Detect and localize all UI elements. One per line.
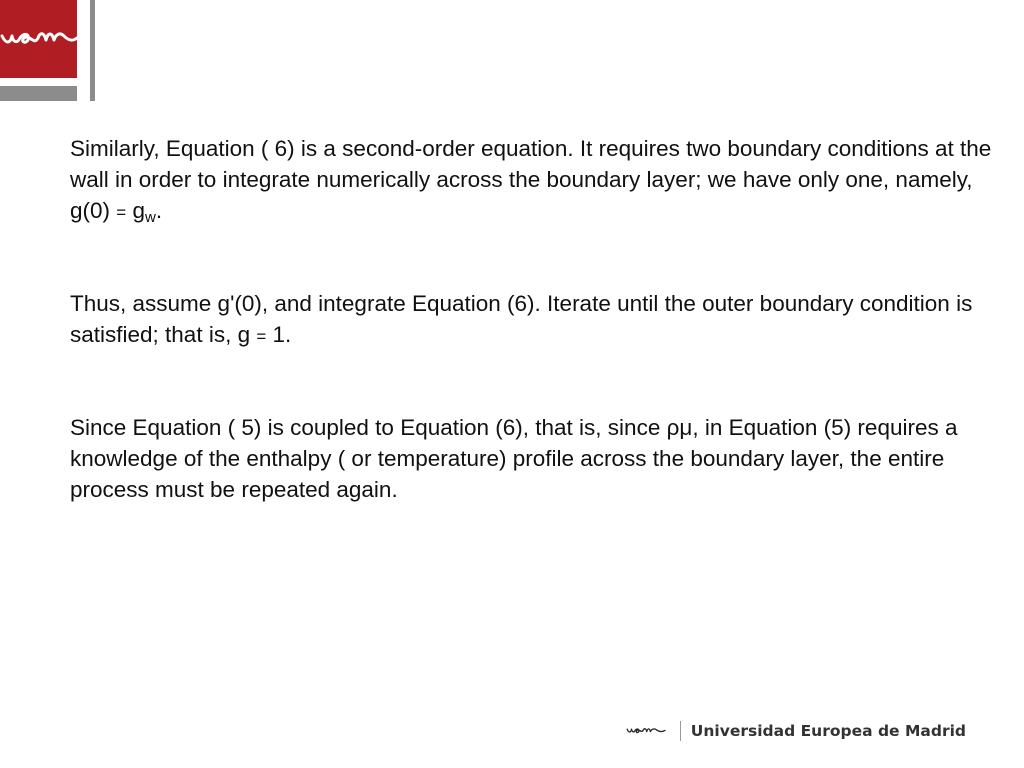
paragraph-3-text: Since Equation ( 5) is coupled to Equation (6), that is, since ρμ, in Equation (5) requires a knowledge of the enthalpy ( or temperature) profile across the boundary layer, the entire process must be repeated again. bbox=[70, 415, 958, 502]
header-logo bbox=[0, 0, 77, 78]
equals-sign: = bbox=[256, 327, 267, 346]
equals-sign: = bbox=[116, 203, 127, 222]
footer bbox=[626, 716, 966, 746]
paragraph-1-end: . bbox=[155, 198, 163, 223]
paragraph-2-end: 1. bbox=[266, 322, 292, 347]
subscript-w: w bbox=[144, 209, 156, 226]
footer-divider bbox=[680, 721, 681, 741]
header-divider bbox=[90, 0, 95, 101]
paragraph-2-text: Thus, assume g'(0), and integrate Equation (6). Iterate until the outer boundary condition is satisfied; that is, g bbox=[70, 291, 973, 347]
header-gray-bar bbox=[0, 86, 77, 101]
paragraph-1 bbox=[70, 133, 1000, 228]
institution-name: Universidad Europea de Madrid bbox=[690, 722, 966, 740]
paragraph-3 bbox=[70, 412, 1000, 505]
slide-body bbox=[70, 133, 1000, 505]
paragraph-1-text: Similarly, Equation ( 6) is a second-order equation. It requires two boundary conditions at the wall in order to integrate numerically across the boundary layer; we have only one, namely, g(0) bbox=[70, 136, 992, 223]
uem-logo-icon bbox=[626, 720, 666, 742]
g-symbol: g bbox=[126, 198, 145, 223]
paragraph-2 bbox=[70, 288, 1000, 352]
uem-logo-icon bbox=[0, 22, 77, 56]
